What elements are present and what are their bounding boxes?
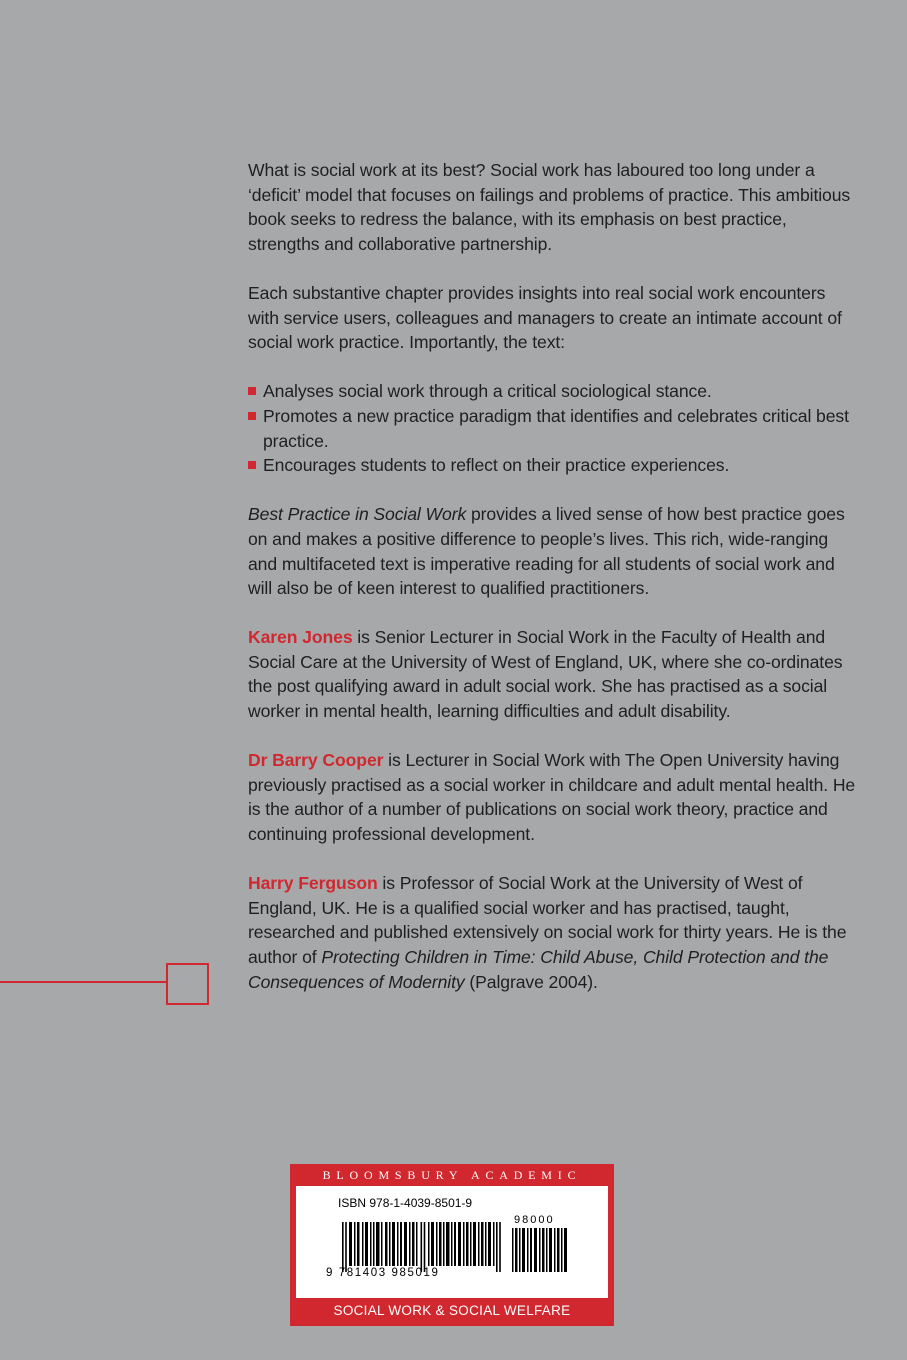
decorative-red-line bbox=[0, 981, 167, 983]
book-title: Best Practice in Social Work bbox=[248, 504, 467, 525]
back-cover-text bbox=[248, 158, 858, 1019]
addon-barcode-icon bbox=[512, 1228, 572, 1272]
feature-list bbox=[248, 379, 858, 477]
ean-digits: 9 781403 985019 bbox=[326, 1267, 440, 1279]
barcode-icon bbox=[342, 1222, 506, 1272]
author-name: Karen Jones bbox=[248, 627, 353, 648]
isbn-number: ISBN 978-1-4039-8501-9 bbox=[338, 1196, 473, 1210]
publisher-name: BLOOMSBURY ACADEMIC bbox=[322, 1168, 582, 1182]
price-code: 98000 bbox=[514, 1214, 555, 1226]
author-bio-barry-cooper: Dr Barry Cooper is Lecturer in Social Work with The Open University having previously practised as a social worker in childcare and adult mental health. He is the author of a number of publications on social work theory, practice and continuing professional development. bbox=[248, 750, 856, 845]
author-bio-karen-jones: Karen Jones is Senior Lecturer in Social Work in the Faculty of Health and Social Care at the University of West of England, UK, where she co-ordinates the post qualifying award in adult social work. She has practised as a social worker in mental health, learning difficulties and adult disability. bbox=[248, 627, 843, 722]
description-para-1: What is social work at its best? Social work has laboured too long under a ‘deficit’ model that focuses on failings and problems of practice. This ambitious book seeks to redress the balance, with its emphasis on best practice, strengths and collaborative partnership. bbox=[248, 160, 851, 254]
list-item: Encourages students to reflect on their practice experiences. bbox=[248, 453, 858, 478]
isbn-block bbox=[290, 1164, 614, 1326]
red-square-bullet-icon bbox=[248, 461, 256, 469]
author-name: Harry Ferguson bbox=[248, 873, 378, 894]
red-square-bullet-icon bbox=[248, 387, 256, 395]
author-name: Dr Barry Cooper bbox=[248, 750, 384, 771]
series-label: SOCIAL WORK & SOCIAL WELFARE bbox=[333, 1303, 571, 1318]
decorative-red-box bbox=[166, 963, 209, 1005]
red-square-bullet-icon bbox=[248, 412, 256, 420]
barcode-panel bbox=[296, 1186, 608, 1298]
description-para-2: Each substantive chapter provides insights into real social work encounters with service users, colleagues and managers to create an intimate account of social work practice. Importantly, the text: bbox=[248, 282, 842, 353]
list-item: Analyses social work through a critical sociological stance. bbox=[248, 379, 858, 404]
list-item: Promotes a new practice paradigm that identifies and celebrates critical best practice. bbox=[248, 404, 858, 453]
description-para-3: Best Practice in Social Work provides a lived sense of how best practice goes on and makes a positive difference to people’s lives. This rich, wide-ranging and multifaceted text is imperative reading for all students of social work and will also be of keen interest to qualified practitioners. bbox=[248, 504, 845, 599]
author-bio-harry-ferguson: Harry Ferguson is Professor of Social Work at the University of West of England, UK. He is a qualified social worker and has practised, taught, researched and published extensively on social work for thirty years. He is the author of Protecting Children in Time: Child Abuse, Child Protection and the Consequences of Modernity (Palgrave 2004). bbox=[248, 873, 847, 992]
ferguson-book-title: Protecting Children in Time: Child Abuse, Child Protection and the Consequences of Modernity bbox=[248, 947, 829, 992]
